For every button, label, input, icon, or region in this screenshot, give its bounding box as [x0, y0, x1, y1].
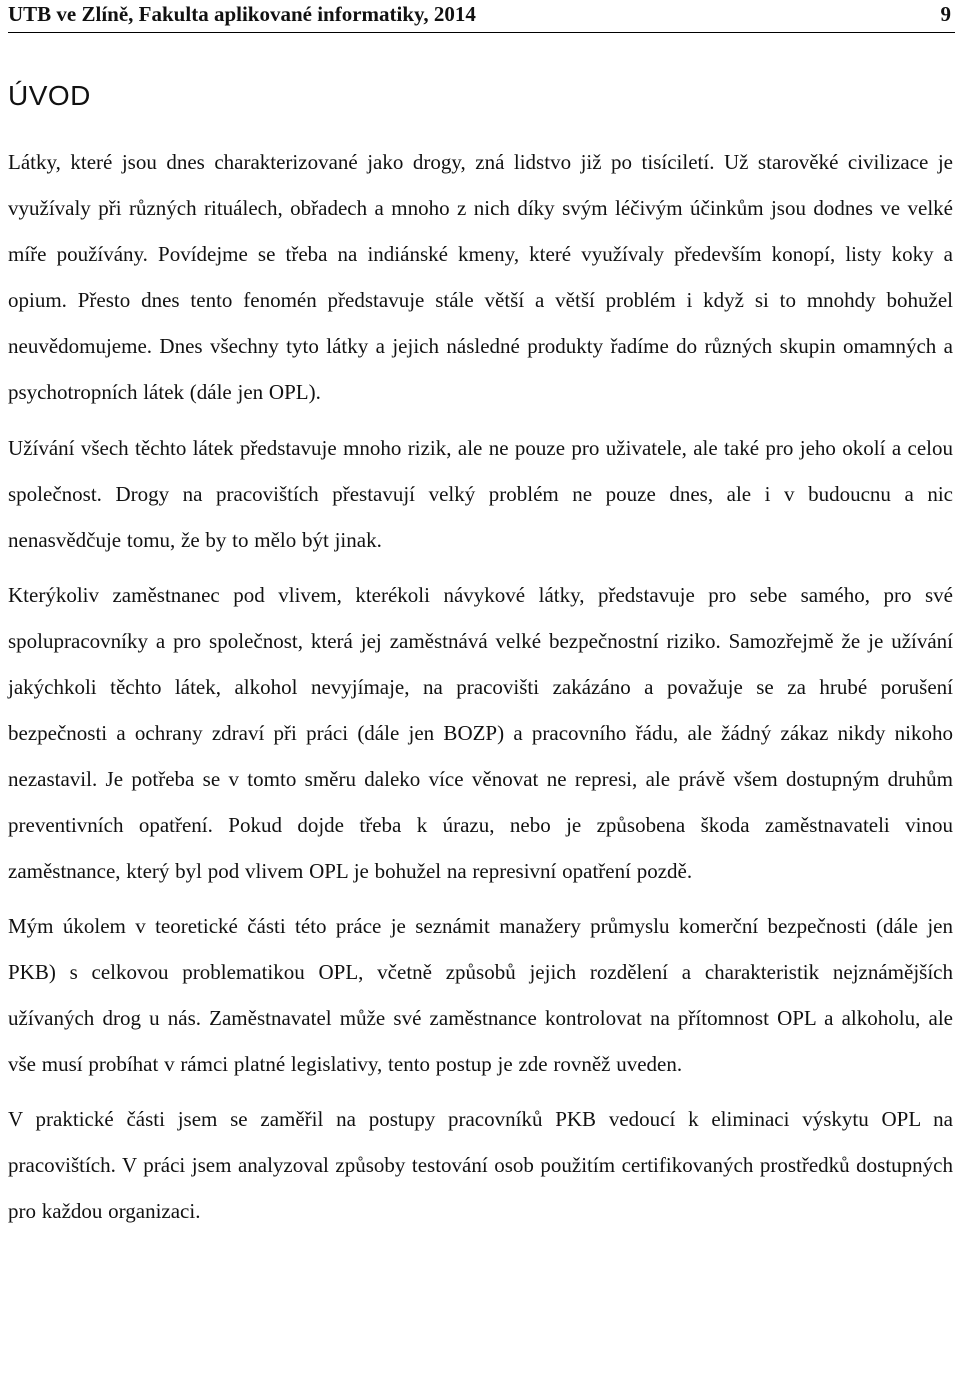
body-text [8, 139, 953, 1234]
paragraph: Látky, které jsou dnes charakterizované jako drogy, zná lidstvo již po tisíciletí. Už starověké civilizace je využívaly při různých rituálech, obřadech a mnoho z nich díky svým léčivým účinkům jsou dodnes ve velké míře používány. Povídejme se třeba na indiánské kmeny, které využívaly především konopí, listy koky a opium. Přesto dnes tento fenomén představuje stále větší a větší problém i když si to mnohdy bohužel neuvědomujeme. Dnes všechny tyto látky a jejich následné produkty řadíme do různých skupin omamných a psychotropních látek (dále jen OPL). [8, 150, 953, 404]
paragraph: V praktické části jsem se zaměřil na postupy pracovníků PKB vedoucí k eliminaci výskytu OPL na pracovištích. V práci jsem analyzoval způsoby testování osob použitím certifikovaných prostředků dostupných pro každou organizaci. [8, 1107, 953, 1223]
running-header [8, 2, 955, 33]
paragraph: Kterýkoliv zaměstnanec pod vlivem, kterékoli návykové látky, představuje pro sebe samého, pro své spolupracovníky a pro společnost, která jej zaměstnává velké bezpečnostní riziko. Samozřejmě že je užívání jakýchkoli těchto látek, alkohol nevyjímaje, na pracovišti zakázáno a považuje se za hrubé porušení bezpečnosti a ochrany zdraví při práci (dále jen BOZP) a pracovního řádu, ale žádný zákaz nikdy nikoho nezastavil. Je potřeba se v tomto směru daleko více věnovat ne represi, ale právě všem dostupným druhům preventivních opatření. Pokud dojde třeba k úrazu, nebo je způsobena škoda zaměstnavateli vinou zaměstnance, který byl pod vlivem OPL je bohužel na represivní opatření pozdě. [8, 583, 953, 883]
header-title: UTB ve Zlíně, Fakulta aplikované informatiky, 2014 [8, 2, 476, 26]
page-number: 9 [940, 2, 951, 26]
paragraph: Mým úkolem v teoretické části této práce je seznámit manažery průmyslu komerční bezpečnosti (dále jen PKB) s celkovou problematikou OPL, včetně způsobů jejich rozdělení a charakteristik nejznámějších užívaných drog u nás. Zaměstnavatel může své zaměstnance kontrolovat na přítomnost OPL a alkoholu, ale vše musí probíhat v rámci platné legislativy, tento postup je zde rovněž uveden. [8, 914, 953, 1076]
document-page [8, 0, 955, 1374]
chapter-title: ÚVOD [8, 80, 91, 111]
paragraph: Užívání všech těchto látek představuje mnoho rizik, ale ne pouze pro uživatele, ale také pro jeho okolí a celou společnost. Drogy na pracovištích přestavují velký problém ne pouze dnes, ale i v budoucnu a nic nenasvědčuje tomu, že by to mělo být jinak. [8, 436, 953, 552]
